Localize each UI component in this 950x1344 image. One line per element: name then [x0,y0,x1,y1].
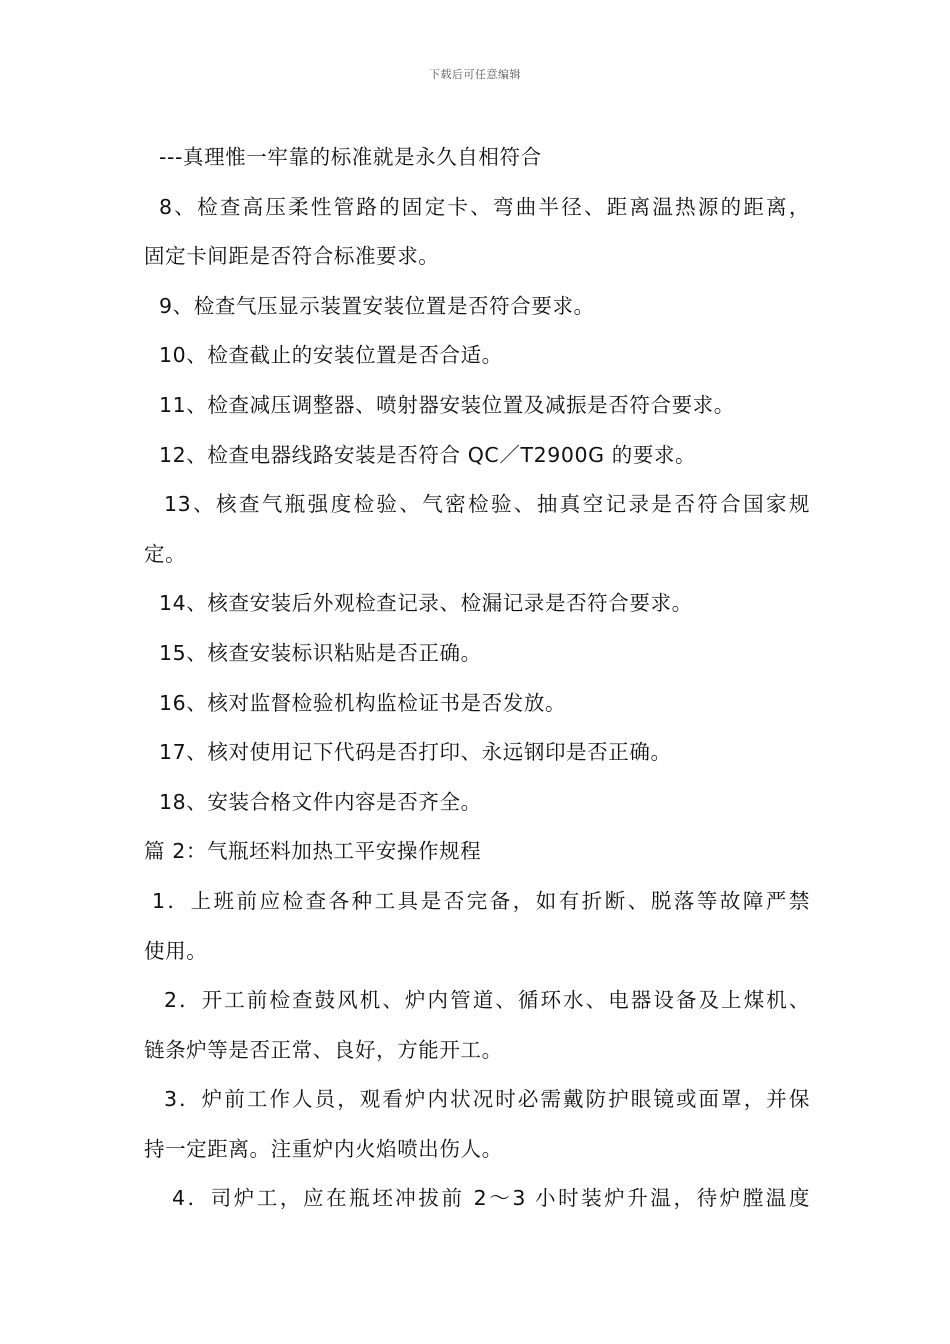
paragraph-line: 8、检查高压柔性管路的固定卡、弯曲半径、距离温热源的距离， [159,194,810,219]
paragraph-line: 4．司炉工，应在瓶坯冲拔前 2～3 小时装炉升温，待炉膛温度 [172,1186,810,1211]
paragraph-line: 固定卡间距是否符合标准要求。 [144,244,440,269]
paragraph-line: 13、核查气瓶强度检验、气密检验、抽真空记录是否符合国家规 [164,492,810,517]
paragraph-line: 16、核对监督检验机构监检证书是否发放。 [159,690,567,715]
paragraph-line: 定。 [144,541,187,566]
paragraph-line: 1．上班前应检查各种工具是否完备，如有折断、脱落等故障严禁 [152,888,810,913]
page-header: 下载后可任意编辑 [429,68,521,81]
paragraph-line: 15、核查安装标识粘贴是否正确。 [159,640,482,665]
document-body [144,133,810,1224]
paragraph-line: 使用。 [144,938,208,963]
paragraph-line: 链条炉等是否正常、良好，方能开工。 [144,1037,503,1062]
paragraph-line: 18、安装合格文件内容是否齐全。 [159,789,482,814]
paragraph-line: 12、检查电器线路安装是否符合 QC／T2900G 的要求。 [159,442,697,467]
paragraph-line: ---真理惟一牢靠的标准就是永久自相符合 [159,145,542,169]
paragraph-line: 11、检查减压调整器、喷射器安装位置及减振是否符合要求。 [159,392,735,417]
paragraph-line: 10、检查截止的安装位置是否合适。 [159,343,503,368]
paragraph-line: 2．开工前检查鼓风机、炉内管道、循环水、电器设备及上煤机、 [164,988,810,1013]
paragraph-line: 9、检查气压显示装置安装位置是否符合要求。 [159,293,595,318]
section-heading: 篇 2：气瓶坯料加热工平安操作规程 [144,839,482,864]
paragraph-line: 3．炉前工作人员，观看炉内状况时必需戴防护眼镜或面罩，并保 [164,1087,810,1112]
paragraph-line: 14、核查安装后外观检查记录、检漏记录是否符合要求。 [159,591,693,616]
paragraph-line: 17、核对使用记下代码是否打印、永远钢印是否正确。 [159,740,672,765]
paragraph-line: 持一定距离。注重炉内火焰喷出伤人。 [144,1136,503,1161]
